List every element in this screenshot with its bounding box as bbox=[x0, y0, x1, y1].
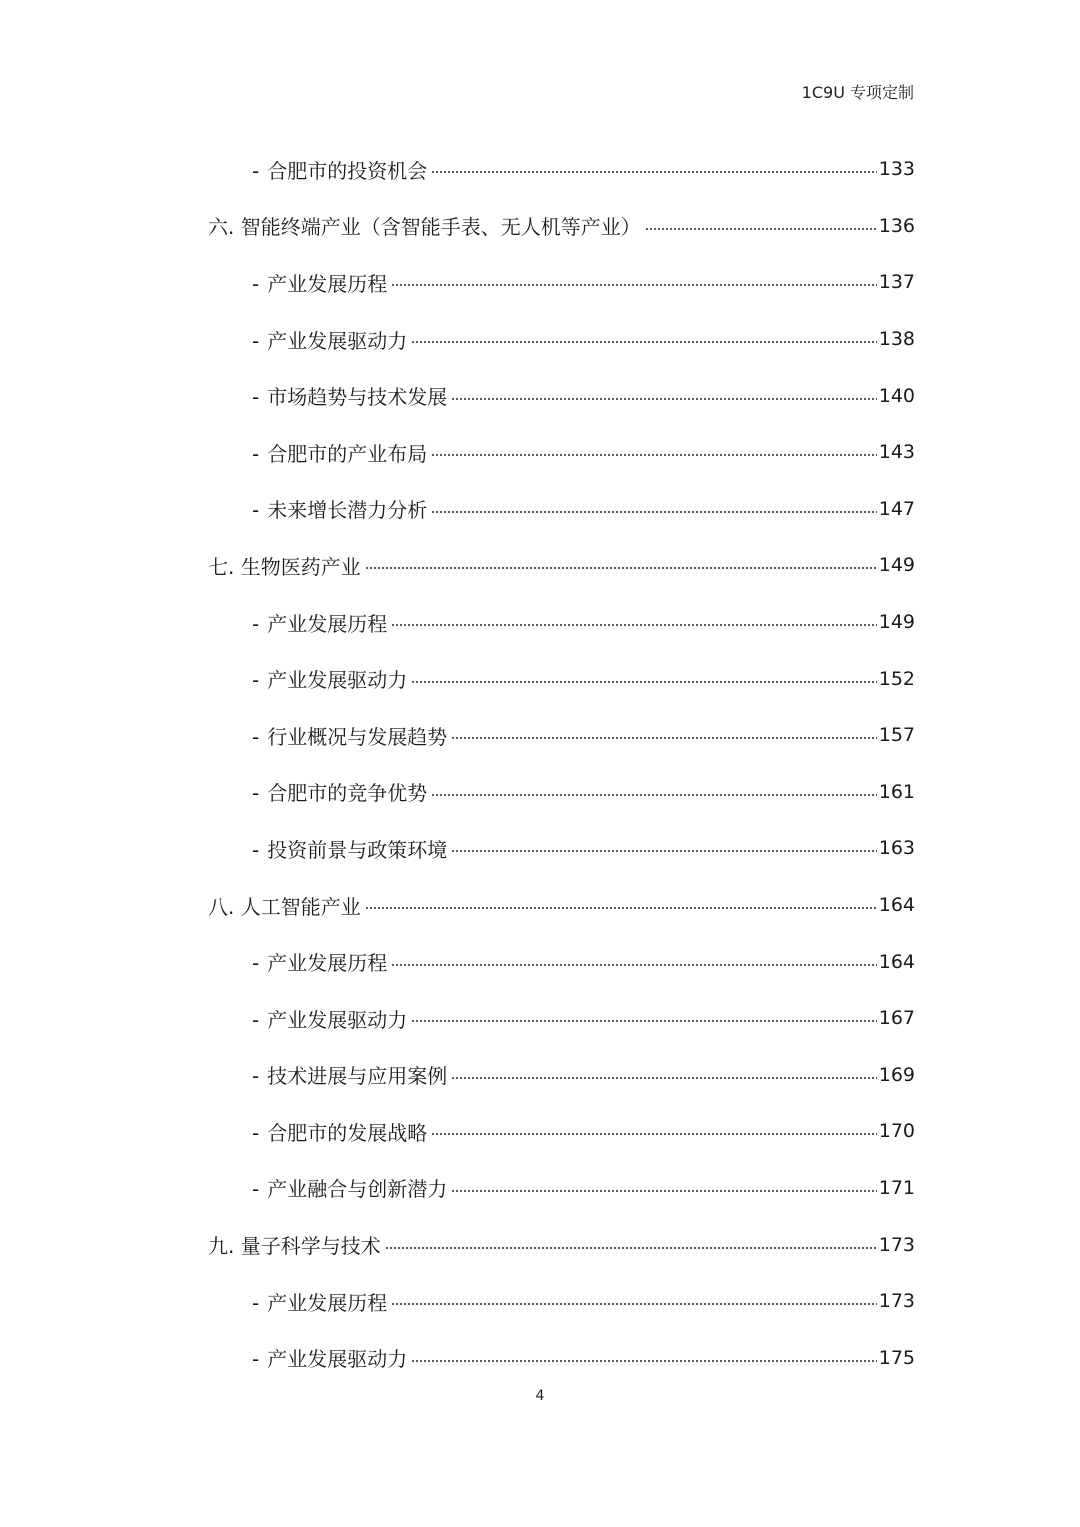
toc-dot-leader bbox=[411, 341, 877, 343]
toc-chapter-entry[interactable] bbox=[208, 877, 915, 934]
toc-dot-leader bbox=[451, 737, 877, 739]
toc-dot-leader bbox=[391, 1303, 877, 1305]
toc-entry-text: 合肥市的产业布局 bbox=[267, 441, 428, 466]
toc-bullet-dash: - bbox=[252, 837, 260, 862]
toc-page-number: 152 bbox=[878, 667, 915, 690]
toc-entry-text: 产业发展历程 bbox=[267, 951, 388, 976]
toc-bullet-dash: - bbox=[252, 498, 260, 523]
toc-entry-title bbox=[208, 211, 641, 240]
toc-section-entry[interactable] bbox=[208, 820, 915, 877]
toc-entry-title bbox=[252, 1173, 447, 1202]
toc-bullet-dash: - bbox=[252, 328, 260, 353]
toc-entry-title bbox=[252, 721, 447, 750]
toc-entry-title bbox=[252, 777, 427, 806]
toc-dot-leader bbox=[431, 794, 877, 796]
toc-page-number: 149 bbox=[878, 554, 915, 577]
toc-dot-leader bbox=[451, 1077, 877, 1079]
toc-entry-text: 合肥市的竞争优势 bbox=[267, 781, 428, 806]
toc-section-entry[interactable] bbox=[208, 1273, 915, 1330]
toc-chapter-entry[interactable] bbox=[208, 198, 915, 255]
toc-page-number: 175 bbox=[878, 1346, 915, 1369]
toc-bullet-dash: - bbox=[252, 781, 260, 806]
toc-section-entry[interactable] bbox=[208, 424, 915, 481]
toc-entry-title bbox=[252, 1287, 387, 1316]
toc-entry-text: 七. 生物医药产业 bbox=[208, 554, 361, 579]
toc-entry-title bbox=[252, 494, 427, 523]
toc-entry-title bbox=[252, 325, 407, 354]
toc-page-number: 137 bbox=[878, 271, 915, 294]
toc-dot-leader bbox=[365, 907, 877, 909]
toc-bullet-dash: - bbox=[252, 1120, 260, 1145]
toc-entry-text: 合肥市的发展战略 bbox=[267, 1120, 428, 1145]
toc-entry-text: 产业发展历程 bbox=[267, 611, 388, 636]
toc-entry-title bbox=[252, 608, 387, 637]
toc-entry-text: 合肥市的投资机会 bbox=[267, 158, 428, 183]
toc-dot-leader bbox=[431, 454, 877, 456]
toc-entry-title bbox=[252, 381, 447, 410]
toc-entry-text: 六. 智能终端产业（含智能手表、无人机等产业） bbox=[208, 215, 641, 240]
toc-section-entry[interactable] bbox=[208, 254, 915, 311]
toc-entry-text: 产业发展历程 bbox=[267, 271, 388, 296]
toc-section-entry[interactable] bbox=[208, 141, 915, 198]
toc-entry-text: 行业概况与发展趋势 bbox=[267, 724, 448, 749]
toc-dot-leader bbox=[431, 511, 877, 513]
toc-dot-leader bbox=[385, 1247, 877, 1249]
toc-dot-leader bbox=[431, 171, 877, 173]
toc-page-number: 147 bbox=[878, 497, 915, 520]
toc-section-entry[interactable] bbox=[208, 367, 915, 424]
toc-entry-text: 未来增长潜力分析 bbox=[267, 498, 428, 523]
toc-section-entry[interactable] bbox=[208, 594, 915, 651]
toc-dot-leader bbox=[391, 624, 877, 626]
table-of-contents bbox=[208, 141, 915, 1386]
toc-entry-title bbox=[208, 891, 361, 920]
toc-section-entry[interactable] bbox=[208, 311, 915, 368]
toc-page-number: 161 bbox=[878, 780, 915, 803]
toc-page-number: 143 bbox=[878, 441, 915, 464]
toc-section-entry[interactable] bbox=[208, 764, 915, 821]
toc-section-entry[interactable] bbox=[208, 1047, 915, 1104]
toc-section-entry[interactable] bbox=[208, 650, 915, 707]
toc-page-number: 157 bbox=[878, 724, 915, 747]
toc-bullet-dash: - bbox=[252, 158, 260, 183]
toc-chapter-entry[interactable] bbox=[208, 537, 915, 594]
toc-page-number: 164 bbox=[878, 894, 915, 917]
toc-dot-leader bbox=[451, 1190, 877, 1192]
toc-entry-text: 投资前景与政策环境 bbox=[267, 837, 448, 862]
toc-entry-text: 八. 人工智能产业 bbox=[208, 894, 361, 919]
toc-bullet-dash: - bbox=[252, 1347, 260, 1372]
toc-page-number: 167 bbox=[878, 1007, 915, 1030]
toc-entry-text: 九. 量子科学与技术 bbox=[208, 1234, 381, 1259]
toc-entry-title bbox=[208, 551, 361, 580]
toc-dot-leader bbox=[411, 681, 877, 683]
toc-page-number: 173 bbox=[878, 1290, 915, 1313]
toc-entry-text: 产业发展驱动力 bbox=[267, 328, 408, 353]
toc-bullet-dash: - bbox=[252, 951, 260, 976]
toc-entry-text: 产业发展驱动力 bbox=[267, 1347, 408, 1372]
toc-bullet-dash: - bbox=[252, 668, 260, 693]
toc-dot-leader bbox=[411, 1360, 877, 1362]
toc-dot-leader bbox=[451, 850, 877, 852]
toc-dot-leader bbox=[365, 567, 877, 569]
toc-entry-text: 产业发展驱动力 bbox=[267, 668, 408, 693]
toc-section-entry[interactable] bbox=[208, 1329, 915, 1386]
toc-entry-text: 产业融合与创新潜力 bbox=[267, 1177, 448, 1202]
toc-entry-title bbox=[252, 664, 407, 693]
toc-page-number: 136 bbox=[878, 214, 915, 237]
toc-entry-text: 技术进展与应用案例 bbox=[267, 1064, 448, 1089]
toc-page-number: 163 bbox=[878, 837, 915, 860]
toc-dot-leader bbox=[645, 228, 877, 230]
toc-entry-title bbox=[252, 1343, 407, 1372]
page-header: 1C9U 专项定制 bbox=[801, 83, 914, 102]
toc-page-number: 171 bbox=[878, 1176, 915, 1199]
toc-entry-text: 产业发展历程 bbox=[267, 1290, 388, 1315]
toc-bullet-dash: - bbox=[252, 441, 260, 466]
toc-section-entry[interactable] bbox=[208, 1103, 915, 1160]
toc-entry-text: 市场趋势与技术发展 bbox=[267, 385, 448, 410]
toc-page-number: 133 bbox=[878, 158, 915, 181]
toc-bullet-dash: - bbox=[252, 271, 260, 296]
toc-bullet-dash: - bbox=[252, 1007, 260, 1032]
toc-page-number: 149 bbox=[878, 611, 915, 634]
toc-bullet-dash: - bbox=[252, 385, 260, 410]
toc-section-entry[interactable] bbox=[208, 1160, 915, 1217]
toc-section-entry[interactable] bbox=[208, 990, 915, 1047]
toc-dot-leader bbox=[391, 964, 877, 966]
toc-page-number: 138 bbox=[878, 328, 915, 351]
toc-entry-title bbox=[252, 155, 427, 184]
toc-bullet-dash: - bbox=[252, 1290, 260, 1315]
toc-page-number: 164 bbox=[878, 950, 915, 973]
toc-dot-leader bbox=[451, 398, 877, 400]
toc-entry-title bbox=[252, 947, 387, 976]
toc-entry-title bbox=[252, 1117, 427, 1146]
toc-section-entry[interactable] bbox=[208, 707, 915, 764]
toc-entry-title bbox=[252, 1060, 447, 1089]
toc-bullet-dash: - bbox=[252, 1177, 260, 1202]
toc-page-number: 170 bbox=[878, 1120, 915, 1143]
toc-entry-title bbox=[252, 268, 387, 297]
page-number: 4 bbox=[535, 1388, 545, 1404]
toc-entry-title bbox=[208, 1230, 381, 1259]
toc-entry-title bbox=[252, 438, 427, 467]
toc-bullet-dash: - bbox=[252, 1064, 260, 1089]
toc-entry-title bbox=[252, 834, 447, 863]
toc-chapter-entry[interactable] bbox=[208, 1216, 915, 1273]
toc-section-entry[interactable] bbox=[208, 933, 915, 990]
toc-page-number: 173 bbox=[878, 1233, 915, 1256]
toc-section-entry[interactable] bbox=[208, 481, 915, 538]
toc-entry-title bbox=[252, 1004, 407, 1033]
toc-page-number: 169 bbox=[878, 1063, 915, 1086]
toc-bullet-dash: - bbox=[252, 611, 260, 636]
toc-bullet-dash: - bbox=[252, 724, 260, 749]
toc-page-number: 140 bbox=[878, 384, 915, 407]
toc-dot-leader bbox=[391, 284, 877, 286]
toc-entry-text: 产业发展驱动力 bbox=[267, 1007, 408, 1032]
toc-dot-leader bbox=[411, 1020, 877, 1022]
toc-dot-leader bbox=[431, 1133, 877, 1135]
